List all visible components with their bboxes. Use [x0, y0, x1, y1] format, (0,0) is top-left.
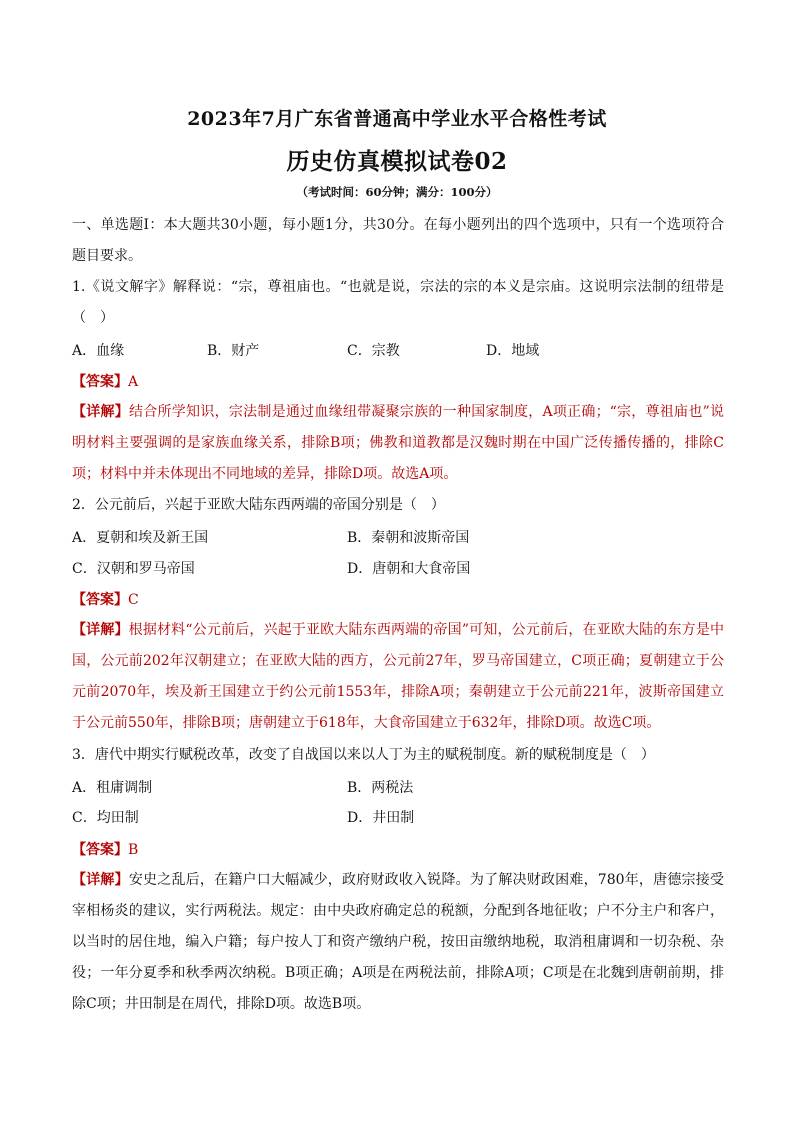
detail-label: 【详解】 — [72, 622, 129, 638]
paper-title: 历史仿真模拟试卷02 — [286, 148, 508, 175]
question-3-stem: 3．唐代中期实行赋税改革，改变了自战国以来以人丁为主的赋税制度。新的赋税制度是（ ） — [72, 747, 655, 763]
exam-title: 2023年7月广东省普通高中学业水平合格性考试 — [187, 108, 607, 130]
detail-text: 安史之乱后，在籍户口大幅减少，政府财政收入锐降。为了解决财政困难，780年，唐德宗接受宰相杨炎的建议，实行两税法。规定：由中央政府确定总的税额，分配到各地征收；户不分主户和客户，以当时的居住地，编入户籍；每户按人丁和资产缴纳户税，按田亩缴纳地税，取消租庸调和一切杂税、杂役；一年分夏季和秋季两次纳税。B项正确；A项是在两税法前，排除A项；C项是在北魏到唐朝前期，排除C项；井田制是在周代，排除D项。故选B项。 — [72, 872, 724, 1012]
answer-value: C — [128, 592, 139, 608]
question-1-option-a: A．血缘 — [72, 343, 125, 359]
question-3-option-c: C．均田制 — [72, 810, 139, 826]
answer-label: 【答案】 — [72, 842, 128, 858]
detail-text: 结合所学知识，宗法制是通过血缘纽带凝聚宗族的一种国家制度，A项正确；“宗，尊祖庙也”说明材料主要强调的是家族血缘关系，排除B项；佛教和道教都是汉魏时期在中国广泛传播传播的，排除C项；材料中并未体现出不同地域的差异，排除D项。故选A项。 — [72, 404, 724, 482]
section-intro: 一、单选题Ⅰ：本大题共30小题，每小题1分，共30分。在每小题列出的四个选项中，只有一个选项符合题目要求。 — [72, 217, 724, 264]
question-2-option-d: D．唐朝和大食帝国 — [347, 561, 471, 577]
question-1-option-b: B．财产 — [207, 343, 260, 359]
answer-value: A — [128, 374, 139, 390]
question-3-option-b: B．两税法 — [347, 780, 414, 796]
question-2-detail — [72, 615, 724, 739]
question-2-option-a: A．夏朝和埃及新王国 — [72, 530, 209, 546]
question-2-option-b: B．秦朝和波斯帝国 — [347, 530, 470, 546]
answer-label: 【答案】 — [72, 592, 128, 608]
question-3-option-d: D．井田制 — [347, 810, 415, 826]
question-3-detail — [72, 865, 724, 1020]
question-1-stem: 1.《说文解字》解释说：“宗，尊祖庙也。“也就是说，宗法的宗的本义是宗庙。这说明宗法制的纽带是（ ） — [72, 279, 724, 326]
question-1-detail — [72, 397, 724, 490]
question-1-option-d: D．地域 — [486, 343, 540, 359]
detail-label: 【详解】 — [72, 404, 130, 420]
question-2-option-c: C．汉朝和罗马帝国 — [72, 561, 195, 577]
answer-value: B — [128, 842, 139, 858]
question-3-answer — [72, 840, 724, 860]
question-3-option-a: A．租庸调制 — [72, 780, 153, 796]
question-2-answer — [72, 590, 724, 610]
exam-info: （考试时间：60分钟；满分：100分） — [296, 185, 498, 199]
question-2-stem: 2．公元前后，兴起于亚欧大陆东西两端的帝国分别是（ ） — [72, 497, 445, 513]
detail-text: 根据材料“公元前后，兴起于亚欧大陆东西两端的帝国”可知，公元前后，在亚欧大陆的东方是中国，公元前202年汉朝建立；在亚欧大陆的西方，公元前27年，罗马帝国建立，C项正确；夏朝建立于公元前2070年，埃及新王国建立于约公元前1553年，排除A项；秦朝建立于公元前221年，波斯帝国建立于公元前550年，排除B项；唐朝建立于618年，大食帝国建立于632年，排除D项。故选C项。 — [72, 622, 725, 731]
question-1-answer — [72, 372, 724, 392]
answer-label: 【答案】 — [72, 374, 128, 390]
detail-label: 【详解】 — [72, 872, 129, 888]
question-1-option-c: C．宗教 — [347, 343, 400, 359]
